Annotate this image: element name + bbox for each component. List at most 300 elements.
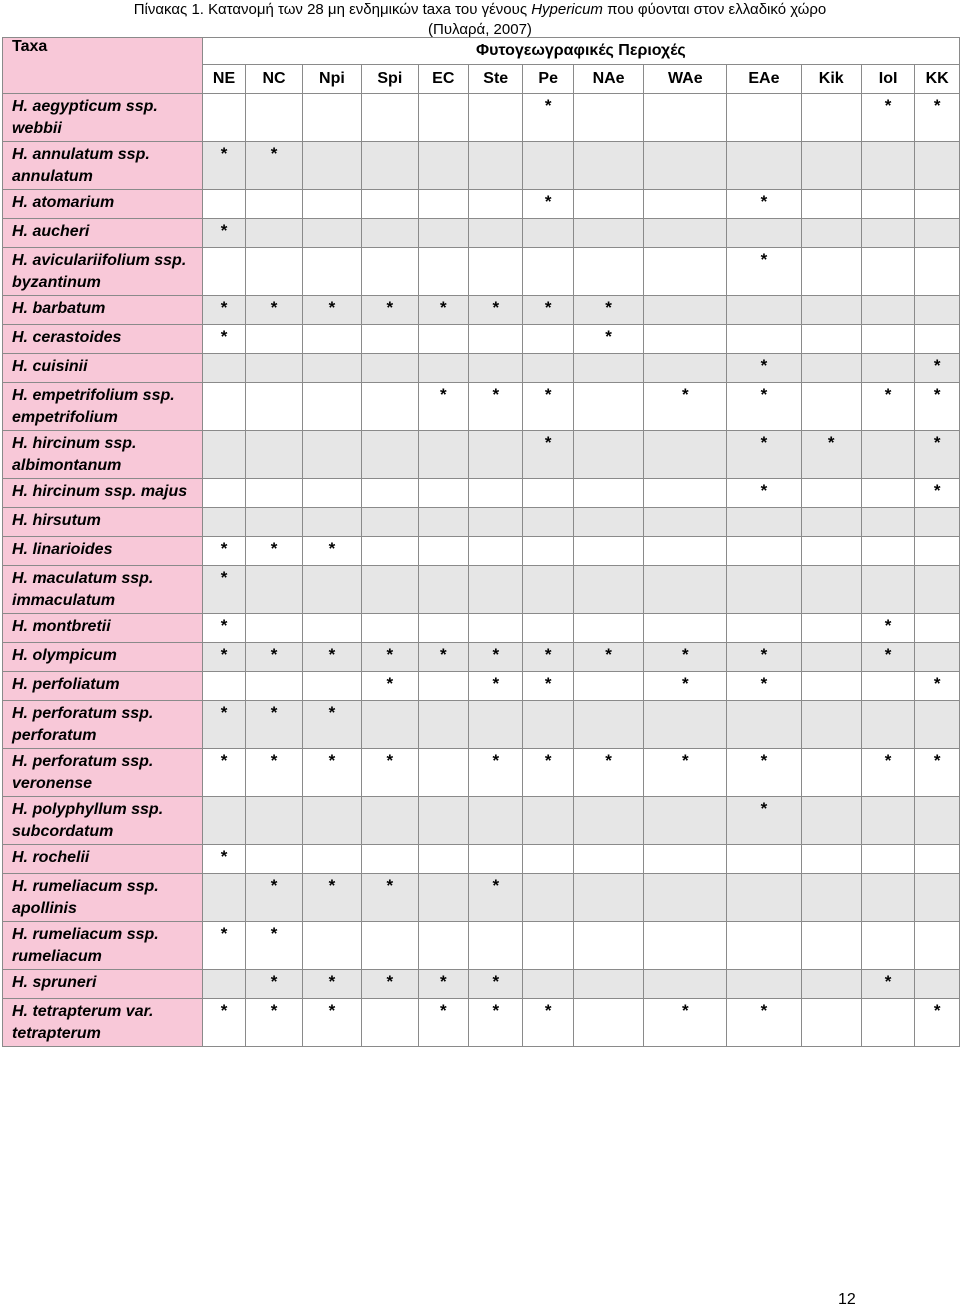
presence-cell-kk <box>915 970 960 999</box>
table-row <box>3 479 960 508</box>
presence-cell-pe <box>523 922 573 970</box>
regions-group-header: Φυτογεωγραφικές Περιοχές <box>202 38 959 65</box>
caption-prefix: Πίνακας 1. Κατανομή των 28 μη ενδημικών taxa του γένους <box>133 1 532 18</box>
presence-cell-nae <box>573 701 643 749</box>
presence-cell-npi <box>302 248 361 296</box>
presence-mark-kk: * <box>915 479 960 508</box>
presence-cell-ioi <box>861 219 914 248</box>
presence-mark-ioi: * <box>861 970 914 999</box>
presence-cell-npi <box>302 94 361 142</box>
presence-cell-nc <box>246 672 302 701</box>
presence-mark-ec: * <box>418 643 468 672</box>
presence-cell-ioi <box>861 142 914 190</box>
presence-mark-pe: * <box>523 383 573 431</box>
taxon-name: H. maculatum ssp. immaculatum <box>3 566 203 614</box>
presence-mark-eae: * <box>727 749 801 797</box>
table-row <box>3 874 960 922</box>
presence-mark-ste: * <box>469 672 523 701</box>
presence-cell-eae <box>727 970 801 999</box>
presence-cell-pe <box>523 219 573 248</box>
presence-cell-spi <box>362 431 418 479</box>
presence-cell-eae <box>727 508 801 537</box>
presence-cell-kk <box>915 874 960 922</box>
presence-cell-ste <box>469 431 523 479</box>
presence-cell-nae <box>573 479 643 508</box>
taxon-name: H. cerastoides <box>3 325 203 354</box>
presence-cell-ec <box>418 672 468 701</box>
presence-cell-kik <box>801 922 861 970</box>
taxon-name: H. aviculariifolium ssp. byzantinum <box>3 248 203 296</box>
presence-mark-npi: * <box>302 874 361 922</box>
presence-mark-ste: * <box>469 970 523 999</box>
presence-mark-nc: * <box>246 749 302 797</box>
presence-mark-npi: * <box>302 643 361 672</box>
presence-cell-ne <box>202 970 246 999</box>
presence-mark-pe: * <box>523 431 573 479</box>
presence-cell-nae <box>573 999 643 1047</box>
taxon-name: H. montbretii <box>3 614 203 643</box>
distribution-table <box>2 37 960 1047</box>
presence-cell-nae <box>573 672 643 701</box>
taxon-name: H. olympicum <box>3 643 203 672</box>
presence-cell-eae <box>727 325 801 354</box>
presence-cell-kk <box>915 325 960 354</box>
presence-cell-pe <box>523 701 573 749</box>
taxon-name: H. hircinum ssp. majus <box>3 479 203 508</box>
presence-cell-npi <box>302 566 361 614</box>
presence-cell-ste <box>469 537 523 566</box>
presence-cell-ne <box>202 874 246 922</box>
presence-cell-nc <box>246 219 302 248</box>
table-row <box>3 94 960 142</box>
presence-cell-kik <box>801 797 861 845</box>
presence-cell-ste <box>469 508 523 537</box>
column-header-wae: WAe <box>644 65 727 94</box>
presence-mark-pe: * <box>523 643 573 672</box>
taxon-name: H. perforatum ssp. veronense <box>3 749 203 797</box>
presence-mark-spi: * <box>362 749 418 797</box>
presence-cell-nae <box>573 614 643 643</box>
presence-cell-spi <box>362 614 418 643</box>
presence-cell-ste <box>469 248 523 296</box>
table-row <box>3 383 960 431</box>
presence-mark-ec: * <box>418 383 468 431</box>
table-row <box>3 970 960 999</box>
presence-cell-ec <box>418 614 468 643</box>
presence-cell-ste <box>469 614 523 643</box>
presence-cell-pe <box>523 874 573 922</box>
column-header-eae: EAe <box>727 65 801 94</box>
column-header-kk: KK <box>915 65 960 94</box>
presence-mark-wae: * <box>644 643 727 672</box>
presence-cell-nc <box>246 325 302 354</box>
presence-mark-kik: * <box>801 431 861 479</box>
presence-cell-npi <box>302 672 361 701</box>
presence-cell-kik <box>801 672 861 701</box>
presence-mark-nc: * <box>246 970 302 999</box>
presence-cell-kik <box>801 383 861 431</box>
presence-cell-npi <box>302 383 361 431</box>
taxon-name: H. linarioides <box>3 537 203 566</box>
presence-cell-nae <box>573 566 643 614</box>
presence-mark-nae: * <box>573 643 643 672</box>
presence-cell-wae <box>644 508 727 537</box>
presence-cell-ec <box>418 142 468 190</box>
presence-mark-spi: * <box>362 672 418 701</box>
presence-cell-nae <box>573 922 643 970</box>
presence-mark-eae: * <box>727 797 801 845</box>
taxon-name: H. perforatum ssp. perforatum <box>3 701 203 749</box>
presence-cell-ec <box>418 431 468 479</box>
presence-cell-kik <box>801 325 861 354</box>
presence-cell-kik <box>801 190 861 219</box>
presence-cell-nae <box>573 797 643 845</box>
presence-cell-kik <box>801 749 861 797</box>
table-row <box>3 643 960 672</box>
presence-mark-wae: * <box>644 749 727 797</box>
presence-cell-eae <box>727 537 801 566</box>
presence-cell-ioi <box>861 296 914 325</box>
column-header-npi: Npi <box>302 65 361 94</box>
presence-cell-npi <box>302 354 361 383</box>
presence-mark-kk: * <box>915 94 960 142</box>
presence-cell-nc <box>246 845 302 874</box>
presence-mark-ste: * <box>469 749 523 797</box>
presence-mark-ne: * <box>202 614 246 643</box>
table-row <box>3 701 960 749</box>
presence-mark-npi: * <box>302 296 361 325</box>
taxon-name: H. polyphyllum ssp. subcordatum <box>3 797 203 845</box>
presence-cell-nc <box>246 479 302 508</box>
presence-cell-kk <box>915 296 960 325</box>
presence-mark-kk: * <box>915 749 960 797</box>
presence-cell-ioi <box>861 190 914 219</box>
table-row <box>3 922 960 970</box>
presence-mark-pe: * <box>523 296 573 325</box>
presence-mark-ne: * <box>202 296 246 325</box>
presence-cell-pe <box>523 845 573 874</box>
presence-cell-nae <box>573 190 643 219</box>
presence-cell-ste <box>469 219 523 248</box>
presence-mark-wae: * <box>644 672 727 701</box>
presence-mark-eae: * <box>727 672 801 701</box>
presence-cell-kik <box>801 614 861 643</box>
column-header-nc: NC <box>246 65 302 94</box>
presence-cell-npi <box>302 922 361 970</box>
presence-cell-spi <box>362 508 418 537</box>
presence-cell-nc <box>246 797 302 845</box>
table-row <box>3 672 960 701</box>
presence-mark-ne: * <box>202 566 246 614</box>
presence-cell-npi <box>302 508 361 537</box>
presence-cell-ec <box>418 845 468 874</box>
presence-cell-ste <box>469 190 523 219</box>
presence-cell-nae <box>573 537 643 566</box>
presence-cell-ne <box>202 672 246 701</box>
table-row <box>3 614 960 643</box>
presence-cell-npi <box>302 431 361 479</box>
presence-cell-ste <box>469 845 523 874</box>
presence-cell-eae <box>727 219 801 248</box>
presence-cell-eae <box>727 566 801 614</box>
presence-cell-ne <box>202 797 246 845</box>
presence-mark-kk: * <box>915 431 960 479</box>
presence-cell-nc <box>246 354 302 383</box>
presence-cell-ne <box>202 383 246 431</box>
presence-cell-nc <box>246 190 302 219</box>
taxon-name: H. hircinum ssp. albimontanum <box>3 431 203 479</box>
presence-cell-ec <box>418 922 468 970</box>
presence-mark-ec: * <box>418 296 468 325</box>
presence-cell-ec <box>418 874 468 922</box>
presence-cell-spi <box>362 922 418 970</box>
presence-cell-ioi <box>861 537 914 566</box>
presence-mark-ste: * <box>469 296 523 325</box>
table-row <box>3 845 960 874</box>
presence-cell-kk <box>915 190 960 219</box>
presence-cell-ec <box>418 537 468 566</box>
column-header-ne: NE <box>202 65 246 94</box>
taxon-name: H. aucheri <box>3 219 203 248</box>
presence-cell-ec <box>418 94 468 142</box>
taxon-name: H. empetrifolium ssp. empetrifolium <box>3 383 203 431</box>
presence-cell-wae <box>644 797 727 845</box>
taxon-name: H. perfoliatum <box>3 672 203 701</box>
presence-mark-kk: * <box>915 383 960 431</box>
presence-cell-ioi <box>861 672 914 701</box>
presence-cell-kik <box>801 970 861 999</box>
presence-cell-nae <box>573 94 643 142</box>
presence-mark-nc: * <box>246 537 302 566</box>
table-row <box>3 999 960 1047</box>
presence-mark-ec: * <box>418 999 468 1047</box>
presence-cell-kik <box>801 845 861 874</box>
presence-mark-ste: * <box>469 874 523 922</box>
presence-cell-ste <box>469 922 523 970</box>
presence-cell-wae <box>644 566 727 614</box>
table-row <box>3 537 960 566</box>
column-header-kik: Kik <box>801 65 861 94</box>
presence-cell-spi <box>362 190 418 219</box>
presence-mark-eae: * <box>727 190 801 219</box>
table-body <box>3 94 960 1047</box>
presence-mark-ne: * <box>202 142 246 190</box>
presence-mark-ne: * <box>202 749 246 797</box>
presence-cell-kik <box>801 142 861 190</box>
presence-mark-ne: * <box>202 845 246 874</box>
presence-mark-spi: * <box>362 643 418 672</box>
table-row <box>3 354 960 383</box>
presence-mark-ne: * <box>202 701 246 749</box>
taxon-name: H. spruneri <box>3 970 203 999</box>
presence-cell-wae <box>644 296 727 325</box>
presence-cell-ste <box>469 701 523 749</box>
presence-mark-npi: * <box>302 970 361 999</box>
presence-cell-kik <box>801 643 861 672</box>
presence-cell-spi <box>362 701 418 749</box>
table-row <box>3 508 960 537</box>
presence-mark-eae: * <box>727 248 801 296</box>
table-row <box>3 219 960 248</box>
presence-cell-ne <box>202 190 246 219</box>
presence-cell-ec <box>418 190 468 219</box>
presence-cell-kk <box>915 219 960 248</box>
table-row <box>3 325 960 354</box>
presence-cell-pe <box>523 248 573 296</box>
presence-cell-kik <box>801 874 861 922</box>
presence-cell-ec <box>418 325 468 354</box>
presence-cell-eae <box>727 296 801 325</box>
presence-mark-ioi: * <box>861 749 914 797</box>
taxa-column-header: Taxa <box>3 38 203 94</box>
presence-cell-eae <box>727 701 801 749</box>
presence-cell-spi <box>362 248 418 296</box>
presence-cell-nae <box>573 248 643 296</box>
presence-cell-ste <box>469 354 523 383</box>
caption-source: (Πυλαρά, 2007) <box>428 21 532 38</box>
table-row <box>3 431 960 479</box>
presence-mark-ne: * <box>202 219 246 248</box>
presence-cell-eae <box>727 94 801 142</box>
presence-cell-kik <box>801 999 861 1047</box>
presence-mark-ste: * <box>469 643 523 672</box>
presence-mark-eae: * <box>727 354 801 383</box>
presence-cell-ioi <box>861 325 914 354</box>
presence-cell-ioi <box>861 845 914 874</box>
presence-cell-spi <box>362 845 418 874</box>
presence-cell-wae <box>644 94 727 142</box>
presence-cell-eae <box>727 142 801 190</box>
presence-cell-wae <box>644 874 727 922</box>
presence-cell-ioi <box>861 922 914 970</box>
presence-cell-ec <box>418 508 468 537</box>
presence-cell-ste <box>469 94 523 142</box>
presence-mark-ne: * <box>202 325 246 354</box>
presence-cell-spi <box>362 383 418 431</box>
presence-cell-kk <box>915 566 960 614</box>
presence-cell-ec <box>418 354 468 383</box>
presence-mark-ioi: * <box>861 383 914 431</box>
presence-cell-spi <box>362 999 418 1047</box>
presence-cell-nae <box>573 970 643 999</box>
presence-mark-npi: * <box>302 701 361 749</box>
presence-cell-kik <box>801 537 861 566</box>
presence-cell-npi <box>302 479 361 508</box>
table-row <box>3 296 960 325</box>
presence-cell-npi <box>302 614 361 643</box>
presence-cell-nc <box>246 248 302 296</box>
presence-cell-ioi <box>861 479 914 508</box>
presence-mark-kk: * <box>915 672 960 701</box>
presence-cell-kik <box>801 479 861 508</box>
presence-mark-kk: * <box>915 354 960 383</box>
presence-mark-ste: * <box>469 383 523 431</box>
presence-mark-eae: * <box>727 431 801 479</box>
presence-mark-spi: * <box>362 970 418 999</box>
presence-mark-nc: * <box>246 296 302 325</box>
presence-cell-kik <box>801 94 861 142</box>
presence-cell-npi <box>302 190 361 219</box>
presence-mark-ioi: * <box>861 643 914 672</box>
presence-cell-kk <box>915 614 960 643</box>
presence-mark-nc: * <box>246 701 302 749</box>
presence-cell-nc <box>246 383 302 431</box>
presence-cell-ec <box>418 797 468 845</box>
presence-cell-kk <box>915 797 960 845</box>
presence-cell-wae <box>644 479 727 508</box>
presence-cell-nc <box>246 94 302 142</box>
presence-mark-npi: * <box>302 537 361 566</box>
presence-cell-wae <box>644 219 727 248</box>
presence-cell-kk <box>915 142 960 190</box>
presence-cell-wae <box>644 845 727 874</box>
column-header-ec: EC <box>418 65 468 94</box>
presence-cell-nc <box>246 508 302 537</box>
taxon-name: H. cuisinii <box>3 354 203 383</box>
presence-cell-ste <box>469 566 523 614</box>
presence-cell-spi <box>362 537 418 566</box>
taxon-name: H. aegypticum ssp. webbii <box>3 94 203 142</box>
presence-cell-ioi <box>861 354 914 383</box>
presence-cell-ioi <box>861 248 914 296</box>
column-header-spi: Spi <box>362 65 418 94</box>
presence-cell-kk <box>915 508 960 537</box>
presence-cell-ioi <box>861 999 914 1047</box>
presence-cell-spi <box>362 354 418 383</box>
presence-cell-pe <box>523 479 573 508</box>
presence-cell-ioi <box>861 431 914 479</box>
presence-cell-ec <box>418 701 468 749</box>
presence-cell-nae <box>573 142 643 190</box>
presence-mark-nc: * <box>246 142 302 190</box>
column-header-ste: Ste <box>469 65 523 94</box>
presence-cell-spi <box>362 797 418 845</box>
taxon-name: H. rumeliacum ssp. apollinis <box>3 874 203 922</box>
presence-mark-ste: * <box>469 999 523 1047</box>
presence-mark-eae: * <box>727 643 801 672</box>
table-row <box>3 749 960 797</box>
caption-suffix: που φύονται στον ελλαδικό χώρο <box>602 1 827 18</box>
presence-cell-spi <box>362 325 418 354</box>
presence-cell-nae <box>573 508 643 537</box>
presence-cell-wae <box>644 354 727 383</box>
presence-mark-wae: * <box>644 999 727 1047</box>
presence-cell-npi <box>302 142 361 190</box>
presence-mark-ne: * <box>202 922 246 970</box>
presence-cell-wae <box>644 701 727 749</box>
presence-cell-ste <box>469 797 523 845</box>
presence-mark-nc: * <box>246 999 302 1047</box>
presence-mark-eae: * <box>727 999 801 1047</box>
taxon-name: H. rumeliacum ssp. rumeliacum <box>3 922 203 970</box>
presence-cell-ne <box>202 248 246 296</box>
presence-cell-pe <box>523 797 573 845</box>
presence-mark-pe: * <box>523 999 573 1047</box>
presence-cell-npi <box>302 845 361 874</box>
presence-cell-pe <box>523 614 573 643</box>
presence-cell-wae <box>644 325 727 354</box>
presence-cell-kik <box>801 296 861 325</box>
presence-mark-npi: * <box>302 749 361 797</box>
taxon-name: H. atomarium <box>3 190 203 219</box>
presence-cell-spi <box>362 142 418 190</box>
presence-cell-wae <box>644 970 727 999</box>
presence-cell-kik <box>801 219 861 248</box>
presence-cell-eae <box>727 922 801 970</box>
presence-cell-wae <box>644 190 727 219</box>
presence-cell-wae <box>644 614 727 643</box>
presence-mark-ne: * <box>202 643 246 672</box>
